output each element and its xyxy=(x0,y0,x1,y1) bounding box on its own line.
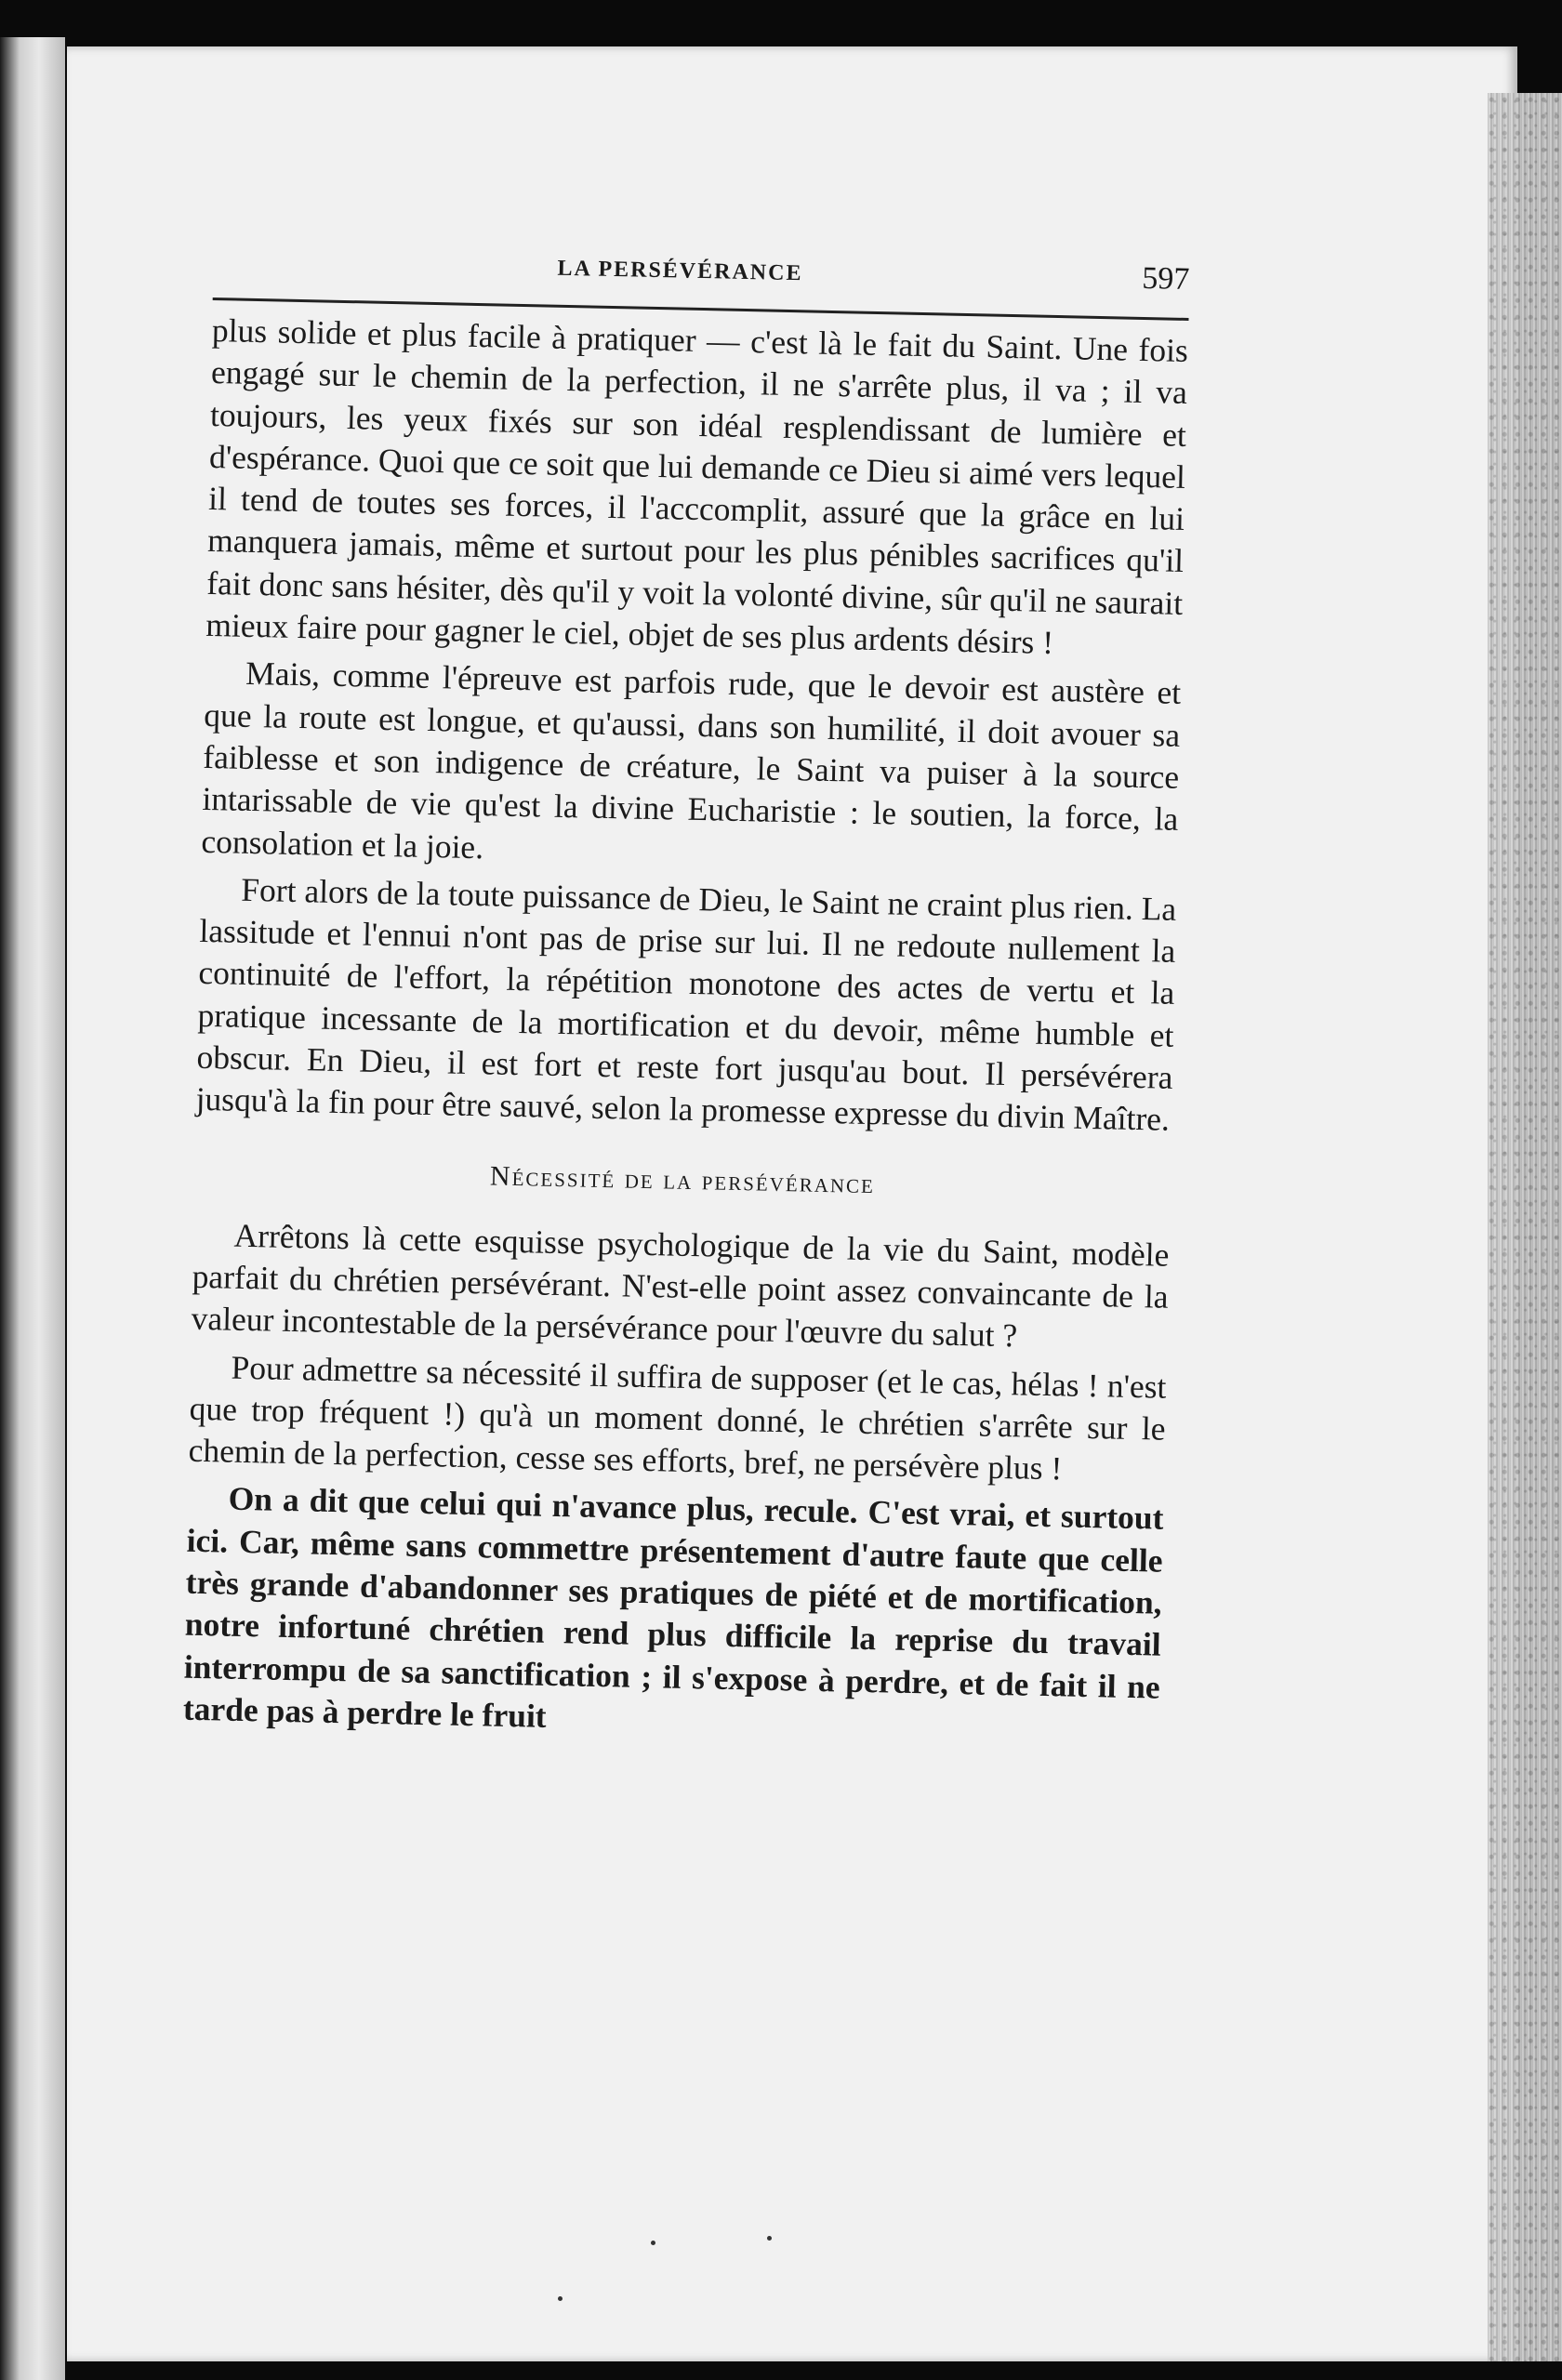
left-page-edge xyxy=(0,37,65,2380)
section-heading: Nécessité de la persévérance xyxy=(489,1160,876,1199)
page-number: 597 xyxy=(1142,260,1190,297)
paper-speck xyxy=(767,2236,772,2241)
body-text xyxy=(182,310,1188,1751)
paper-speck xyxy=(651,2241,655,2245)
paragraph: Mais, comme l'épreuve est parfois rude, que le devoir est austère et que la route est longue, et qu'aussi, dans son humilité, il doit avouer sa faiblesse et son indigence de créature, le Saint va puiser à la source intarissable de vie qu'est la divine Eucharistie : le soutien, la force, la consolation et la joie. xyxy=(201,654,1182,866)
paragraph: Pour admettre sa nécessité il suffira de supposer (et le cas, hélas ! n'est que trop fréquent !) qu'à un moment donné, le chrétien s'arrête sur le chemin de la perfection, cesse ses efforts, bref, ne persévère plus ! xyxy=(188,1348,1167,1488)
paragraph: On a dit que celui qui n'avance plus, recule. C'est vrai, et surtout ici. Car, même sans commettre présentement d'autre faute que celle très grande d'abandonner ses pratiques de piété et de mortification, notre infortuné chrétien rend plus difficile la reprise du travail interrompu de sa sanctification ; il s'expose à perdre, et de fait il ne tarde pas à perdre le fruit xyxy=(182,1480,1164,1735)
paragraph: Arrêtons là cette esquisse psychologique de la vie du Saint, modèle parfait du chrétien persévérant. N'est-elle point assez convaincante de la valeur incontestable de la persévérance pour l'œuvre du salut ? xyxy=(191,1216,1170,1355)
page-stack-edge xyxy=(1488,93,1562,2361)
page-text-block xyxy=(182,242,1189,1751)
running-title: LA PERSÉVÉRANCE xyxy=(557,256,803,286)
paragraph: plus solide et plus facile à pratiquer — c'est là le fait du Saint. Une fois engagé sur le chemin de la perfection, il ne s'arrête plus, il va ; il va toujours, les yeux fixés sur son idéal resplendissant de lumière et d'espérance. Quoi que ce soit que lui demande ce Dieu si aimé vers lequel il tend de toutes ses forces, il l'acccomplit, assuré que la grâce en lui manquera jamais, même et surtout pour les plus pénibles sacrifices qu'il fait donc sans hésiter, dès qu'il y voit la volonté divine, sûr qu'il ne saurait mieux faire pour gagner le ciel, objet de ses plus ardents désirs ! xyxy=(205,311,1189,662)
paragraph: Fort alors de la toute puissance de Dieu, le Saint ne craint plus rien. La lassitude et l'ennui n'ont pas de prise sur lui. Il ne redoute nullement la continuité de l'effort, la répétition monotone des actes de vertu et la pratique incessante de la mortification et du devoir, même humble et obscur. En Dieu, il est fort et reste fort jusqu'au bout. Il persévérera jusqu'à la fin pour être sauvé, selon la promesse expresse du divin Maître. xyxy=(195,870,1177,1139)
paper-speck xyxy=(558,2296,563,2301)
